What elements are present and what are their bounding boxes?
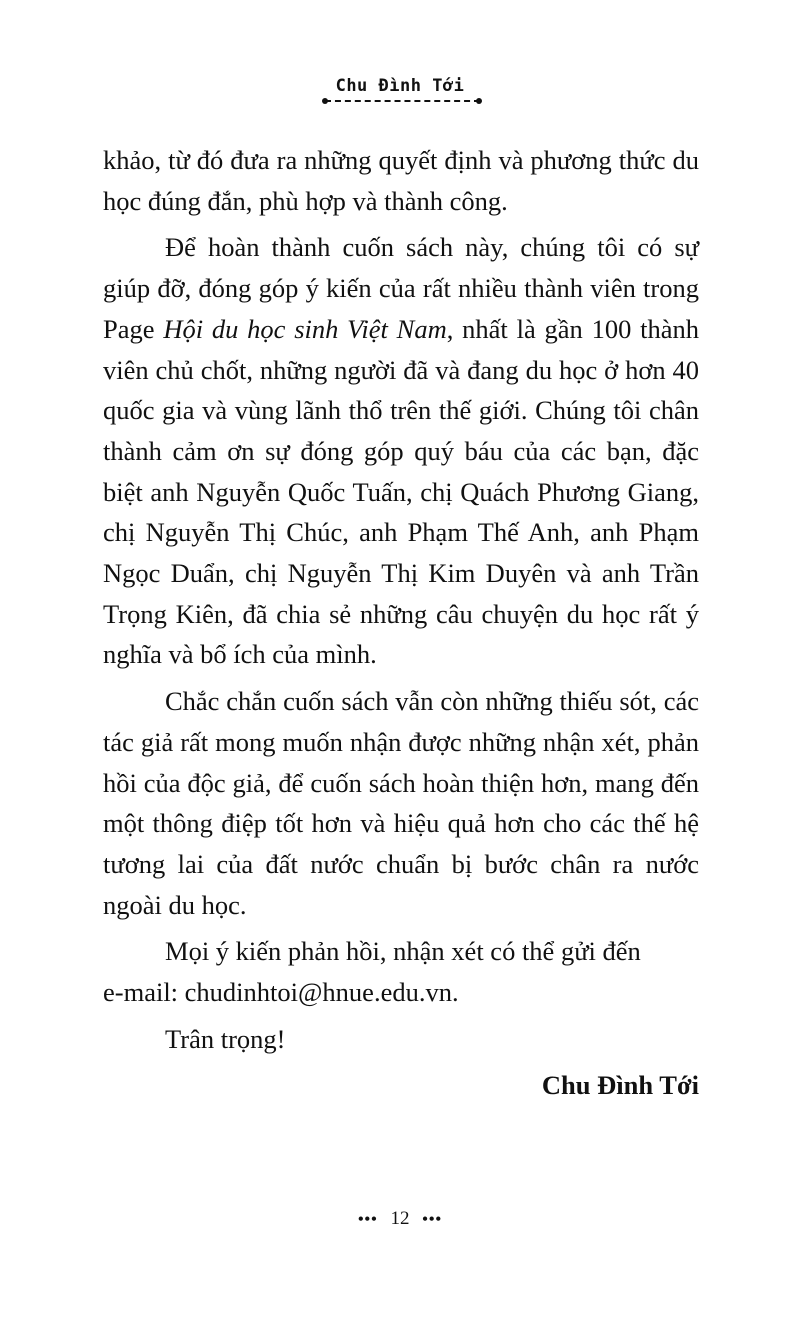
footer-dots-left: ••• (357, 1211, 378, 1228)
body-text (103, 140, 699, 1106)
page-name-italic: Hội du học sinh Việt Nam (163, 313, 447, 344)
paragraph-continuation: khảo, từ đó đưa ra những quyết định và phương thức du học đúng đắn, phù hợp và thành công. (103, 145, 699, 216)
feedback-email-line: e-mail: chudinhtoi@hnue.edu.vn. (103, 977, 459, 1008)
header-rule-right-dot (476, 98, 482, 104)
footer-dots-right: ••• (422, 1211, 443, 1228)
header-dashed-rule (325, 100, 480, 102)
paragraph-shortcomings: Chắc chắn cuốn sách vẫn còn những thiếu sót, các tác giả rất mong muốn nhận được những nhận xét, phản hồi của độc giả, để cuốn sách hoàn thiện hơn, mang đến một thông điệp tốt hơn và hiệu quả hơn cho các thế hệ tương lai của đất nước chuẩn bị bước chân ra nước ngoài du học. (103, 686, 699, 920)
author-signature: Chu Đình Tới (541, 1070, 699, 1101)
page-footer (0, 1208, 800, 1230)
page-number: 12 (390, 1208, 410, 1229)
paragraph-acknowledgements-start: Để hoàn thành cuốn sách này, chúng tôi có sự giúp đỡ, đóng góp ý kiến của rất nhiều thành viên trong Page (103, 232, 699, 344)
closing-line: Trân trọng! (165, 1023, 286, 1054)
paragraph-acknowledgements (103, 227, 699, 675)
running-header (0, 76, 800, 96)
feedback-line: Mọi ý kiến phản hồi, nhận xét có thể gửi đến (165, 936, 641, 967)
paragraph-acknowledgements-end: , nhất là gần 100 thành viên chủ chốt, những người đã và đang du học ở hơn 40 quốc gia và vùng lãnh thổ trên thế giới. Chúng tôi chân thành cảm ơn sự đóng góp quý báu của các bạn, đặc biệt anh Nguyễn Quốc Tuấn, chị Quách Phương Giang, chị Nguyễn Thị Chúc, anh Phạm Thế Anh, anh Phạm Ngọc Duẩn, chị Nguyễn Thị Kim Duyên và anh Trần Trọng Kiên, đã chia sẻ những câu chuyện du học rất ý nghĩa và bổ ích của mình. (103, 313, 699, 670)
running-header-title: Chu Đình Tới (335, 76, 465, 96)
paragraph-feedback (103, 931, 699, 1012)
